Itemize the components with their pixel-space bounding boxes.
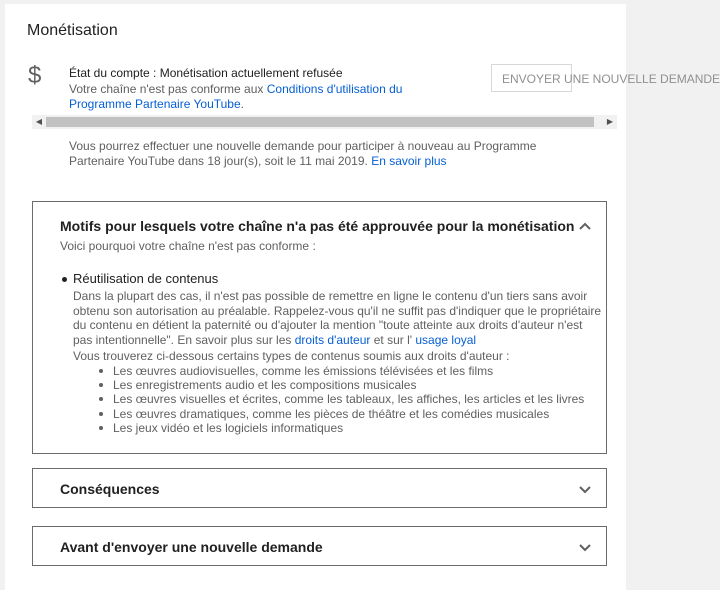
learn-more-link[interactable]: En savoir plus — [371, 154, 447, 168]
section-title: Monétisation — [27, 22, 118, 39]
partner-program-terms-link[interactable]: Conditions d'utilisation du Programme Partenaire YouTube — [69, 82, 403, 111]
reapply-notice-text: Vous pourrez effectuer une nouvelle demande pour participer à nouveau au Programme Partenaire YouTube dans 18 jour(s), soit le 11 mai 2019. — [69, 139, 537, 168]
status-description-text: Votre chaîne n'est pas conforme aux — [69, 82, 267, 96]
reapply-button[interactable]: ENVOYER UNE NOUVELLE DEMANDE — [491, 64, 572, 92]
rejection-reasons-subtitle: Voici pourquoi votre chaîne n'est pas conforme : — [60, 239, 316, 253]
reason-description-mid: et sur l' — [370, 332, 416, 347]
horizontal-scrollbar[interactable] — [32, 115, 617, 129]
content-types-list — [95, 364, 584, 435]
scrollbar-thumb[interactable] — [46, 117, 594, 127]
reason-description — [73, 289, 605, 347]
rejection-reasons-panel — [32, 201, 607, 454]
monetization-card — [5, 4, 720, 590]
status-description — [69, 82, 419, 112]
content-types-intro: Vous trouverez ci-dessous certains types de contenus soumis aux droits d'auteur : — [73, 349, 510, 363]
reason-description-text: Dans la plupart des cas, il n'est pas possible de remettre en ligne le contenu d'un tiers sans avoir obtenu son autorisation au préalable. Rappelez-vous qu'il ne suffit pas d'indiquer que le propriétaire du contenu en détient la paternité ou d'ajouter la mention "toute atteinte aux droits d'auteur n'est pas intentionnelle". En savoir plus sur les — [73, 289, 602, 347]
status-description-end: . — [240, 97, 244, 111]
chevron-up-icon[interactable] — [578, 219, 592, 233]
copyright-link[interactable]: droits d'auteur — [294, 332, 371, 347]
account-status: État du compte : Monétisation actuellement refusée — [69, 66, 343, 80]
fair-use-link[interactable]: usage loyal — [415, 332, 477, 347]
scroll-right-icon[interactable]: ▶ — [606, 117, 614, 126]
before-reapply-panel[interactable] — [32, 526, 607, 566]
list-item: Les œuvres dramatiques, comme les pièces de théâtre et les comédies musicales — [95, 407, 584, 421]
scroll-left-icon[interactable]: ◀ — [35, 117, 43, 126]
rejection-reasons-title[interactable]: Motifs pour lesquels votre chaîne n'a pas été approuvée pour la monétisation — [60, 218, 575, 234]
list-item: Les œuvres visuelles et écrites, comme les tableaux, les affiches, les articles et les livres — [95, 392, 584, 406]
chevron-down-icon[interactable] — [578, 540, 592, 554]
consequences-title[interactable]: Conséquences — [60, 481, 160, 497]
reapply-button-clip — [491, 64, 720, 96]
list-item: Les enregistrements audio et les compositions musicales — [95, 378, 584, 392]
reapply-notice — [69, 139, 589, 169]
chevron-down-icon[interactable] — [578, 482, 592, 496]
list-item: Les œuvres audiovisuelles, comme les émissions télévisées et les films — [95, 364, 584, 378]
list-item: Les jeux vidéo et les logiciels informatiques — [95, 421, 584, 435]
reason-title: Réutilisation de contenus — [73, 271, 219, 286]
before-reapply-title[interactable]: Avant d'envoyer une nouvelle demande — [60, 539, 323, 555]
consequences-panel[interactable] — [32, 468, 607, 508]
dollar-icon: $ — [28, 62, 42, 89]
